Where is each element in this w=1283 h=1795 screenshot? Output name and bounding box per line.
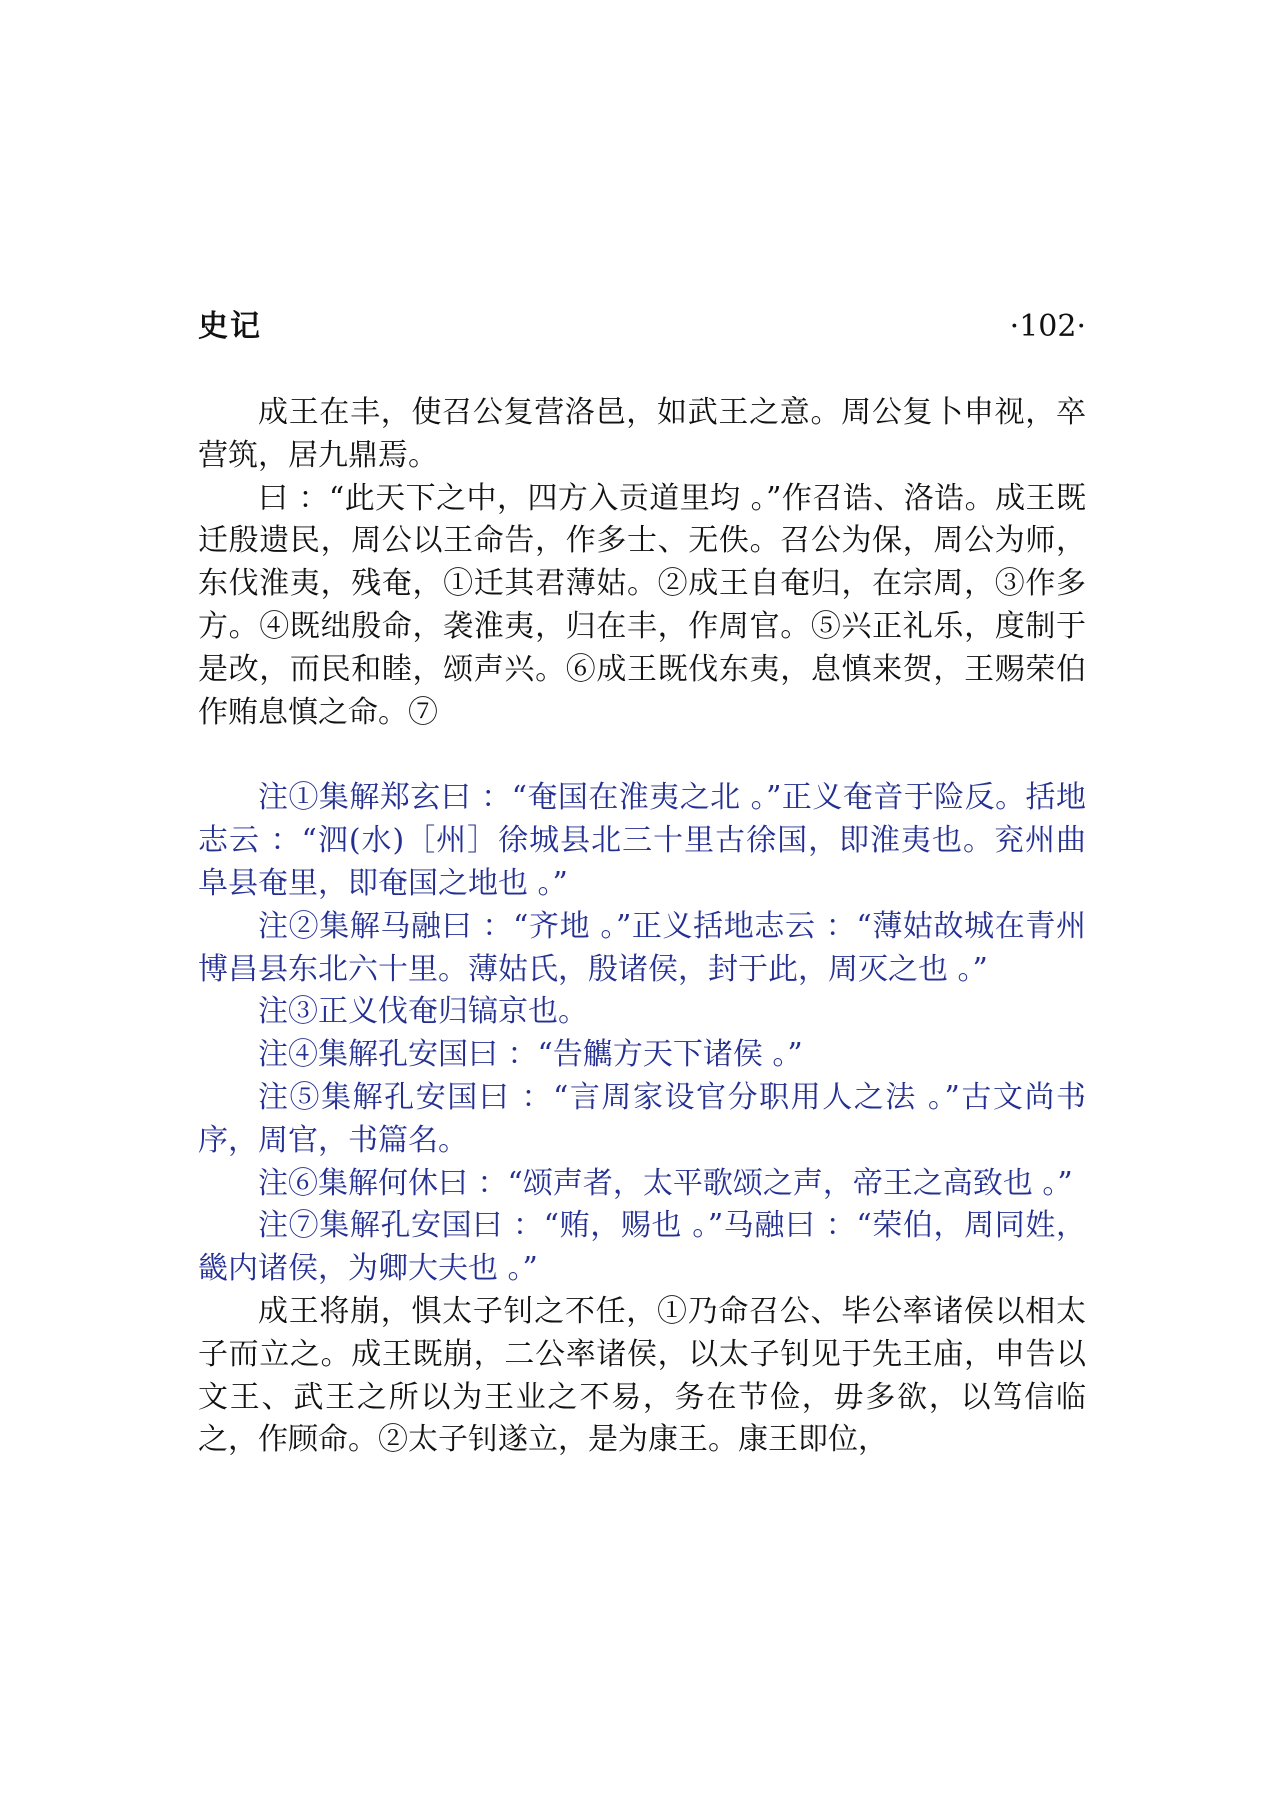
footnote-4: 注④集解孔安国曰 ：“告觽方天下诸侯 。”: [258, 1037, 803, 1073]
footnote-3: 注③正义伐奄归镐京也。: [258, 994, 588, 1030]
footnote-2: 注②集解马融曰 ：“齐地 。”正义括地志云 ：“薄姑故城在青州博昌县东北六十里。薄姑氏，殷诸侯，封于此，周灭之也 。”: [198, 908, 1086, 987]
footnote-1: 注①集解郑玄曰 ：“奄国在淮夷之北 。”正义奄音于险反。括地志云 ：“泗(水)［州］徐城县北三十里古徐国，即淮夷也。兖州曲阜县奄里，即奄国之地也 。”: [198, 780, 1086, 901]
notes-section: [198, 777, 1086, 1291]
footnote-7: 注⑦集解孔安国曰 ：“贿，赐也 。”马融曰 ：“荣伯，周同姓，畿内诸侯，为卿大夫也 。”: [198, 1208, 1086, 1287]
running-head: [198, 307, 1086, 347]
footnote-6: 注⑥集解何休曰 ：“颂声者，太平歌颂之声，帝王之高致也 。”: [258, 1165, 1073, 1201]
main-text: [198, 392, 1086, 1462]
footnote-5: 注⑤集解孔安国曰 ：“言周家设官分职用人之法 。”古文尚书序，周官，书篇名。: [198, 1079, 1086, 1158]
page-number: ·102·: [1009, 309, 1086, 344]
section-spacer: [198, 734, 1086, 777]
body-paragraph: 成王在丰，使召公复营洛邑，如武王之意。周公复卜申视，卒营筑，居九鼎焉。: [198, 395, 1086, 473]
body-paragraph: 曰 ：“此天下之中，四方入贡道里均 。”作召诰、洛诰。成王既迁殷遗民，周公以王命告，作多士、无佚。召公为保，周公为师，东伐淮夷，残奄，①迁其君薄姑。②成王自奄归，在宗周，③作多方。④既绌殷命，袭淮夷，归在丰，作周官。⑤兴正礼乐，度制于是改，而民和睦，颂声兴。⑥成王既伐东夷，息慎来贺，王赐荣伯作贿息慎之命。⑦: [198, 480, 1086, 730]
book-title: 史记: [198, 309, 262, 344]
closing-paragraph: 成王将崩，惧太子钊之不任，①乃命召公、毕公率诸侯以相太子而立之。成王既崩，二公率诸侯，以太子钊见于先王庙，申告以文王、武王之所以为王业之不易，务在节俭，毋多欲，以笃信临之，作顾命。②太子钊遂立，是为康王。康王即位，: [198, 1293, 1086, 1458]
